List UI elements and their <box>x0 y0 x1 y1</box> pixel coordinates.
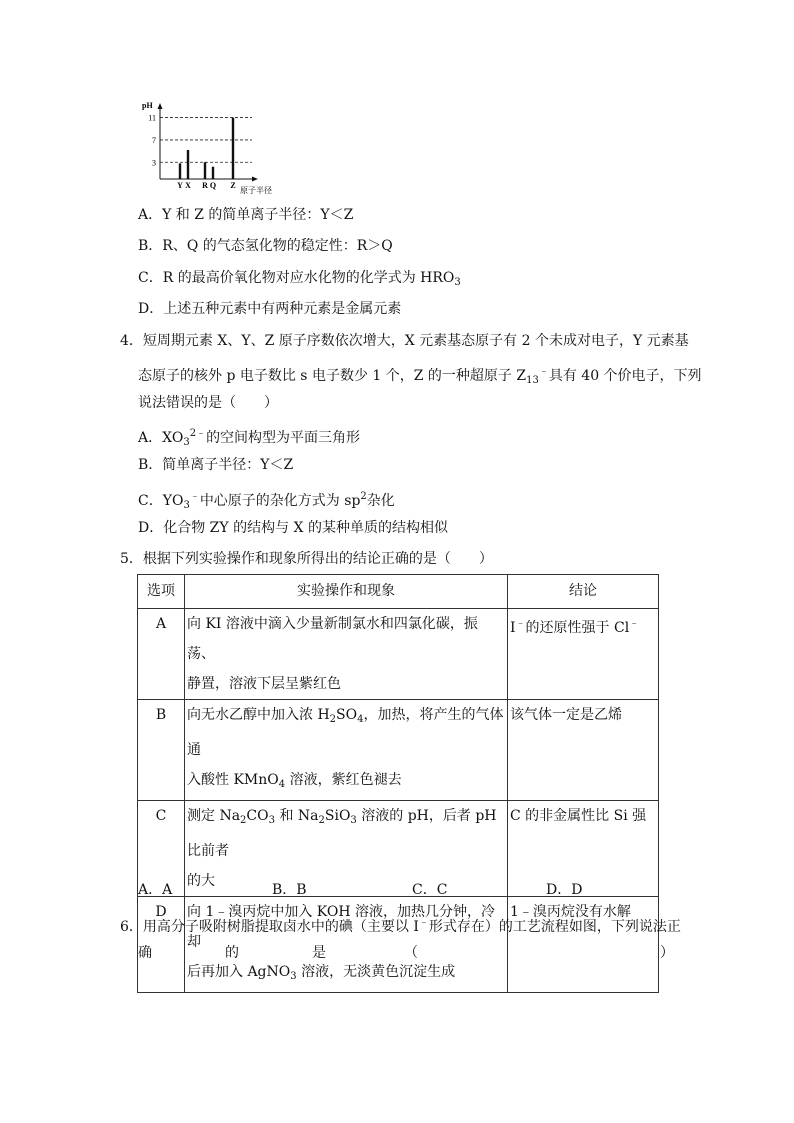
q6-word-4: （ <box>404 945 418 961</box>
q6-word-5: ） <box>660 945 674 961</box>
bar <box>204 162 206 179</box>
q6-word-1: 确 <box>138 945 152 961</box>
header-operation: 实验操作和现象 <box>185 575 508 609</box>
row-c-option: C <box>138 801 185 897</box>
x-tick-label: Q <box>209 181 217 190</box>
y-tick-label: 7 <box>152 135 156 145</box>
q5-option-c: C．C <box>412 882 448 898</box>
header-option: 选项 <box>138 575 185 609</box>
x-tick-label: X <box>185 181 191 190</box>
header-conclusion: 结论 <box>508 575 659 609</box>
ph-radius-chart <box>136 100 296 200</box>
row-d-option: D <box>138 897 185 993</box>
x-tick-label: Z <box>230 181 236 190</box>
y-axis-arrow-icon <box>158 103 163 109</box>
bar <box>232 118 234 179</box>
x-tick-label: R <box>202 181 208 190</box>
q5-option-d: D．D <box>546 882 583 898</box>
bar <box>212 167 214 179</box>
row-d-operation: 向 1﹣溴丙烷中加入 KOH 溶液，加热几分钟，冷却 后再加入 AgNO$_3$ 溶液，无淡黄色沉淀生成 <box>185 897 508 993</box>
x-tick-label: Y <box>177 181 183 190</box>
x-axis-arrow-icon <box>252 177 258 182</box>
q3-option-c: C．R 的最高价氧化物对应水化物的化学式为 $HRO_3$ <box>138 270 461 288</box>
row-a-conclusion: I﹣的还原性强于 Cl﹣ <box>508 609 659 700</box>
q4-stem-line1: 4．短周期元素 X、Y、Z 原子序数依次增大，X 元素基态原子有 2 个未成对电子，Y 元素基 <box>120 333 689 349</box>
q4-option-d: D．化合物 ZY 的结构与 X 的某种单质的结构相似 <box>138 520 448 536</box>
q5-option-a: A．A <box>138 882 173 898</box>
row-c-operation: 测定 $Na_2CO_3$ 和 $Na_2SiO_3$ 溶液的 pH，后者 pH 比前者 的大 <box>185 801 508 897</box>
q5-option-b: B．B <box>272 882 307 898</box>
row-b-operation: 向无水乙醇中加入浓 $H_2SO_4$，加热，将产生的气体通 入酸性 KMnO$_4$ 溶液，紫红色褪去 <box>185 700 508 801</box>
q4-option-c: C．$YO_3^﹣$中心原子的杂化方式为 $sp^2$杂化 <box>138 491 395 511</box>
q6-stem-line1: 6．用高分子吸附树脂提取卤水中的碘（主要以 I﹣形式存在）的工艺流程如图，下列说法正 <box>120 917 681 935</box>
row-b-option: B <box>138 700 185 801</box>
q4-option-b: B．简单离子半径：Y＜Z <box>138 457 294 473</box>
y-tick-label: 11 <box>148 113 156 123</box>
row-b-conclusion: 该气体一定是乙烯 <box>508 700 659 801</box>
row-d-conclusion: 1﹣溴丙烷没有水解 <box>508 897 659 993</box>
q3-option-a: A．Y 和 Z 的简单离子半径：Y＜Z <box>138 207 354 223</box>
q4-option-a: A．$XO_3^{2﹣}$的空间构型为平面三角形 <box>138 428 361 448</box>
q3-option-d: D．上述五种元素中有两种元素是金属元素 <box>138 301 402 317</box>
y-tick-label: 3 <box>152 158 156 168</box>
bar <box>179 163 181 179</box>
table-header-row <box>138 575 659 609</box>
x-axis-label: 原子半径 <box>240 186 272 195</box>
y-axis-label: pH <box>142 101 153 110</box>
row-a-option: A <box>138 609 185 700</box>
q3-option-b: B．R、Q 的气态氢化物的稳定性：R＞Q <box>138 238 393 254</box>
bar <box>187 150 189 179</box>
table-row <box>138 897 659 993</box>
row-a-operation: 向 KI 溶液中滴入少量新制氯水和四氯化碳，振荡、 静置，溶液下层呈紫红色 <box>185 609 508 700</box>
table-row <box>138 609 659 700</box>
q4-stem-line2: 态原子的核外 p 电子数比 s 电子数少 1 个，Z 的一种超原子 $Z_{13}^﹣$具有 40 个价电子，下列 <box>138 366 702 386</box>
q6-word-3: 是 <box>312 945 326 961</box>
q5-stem: 5．根据下列实验操作和现象所得出的结论正确的是（ ） <box>120 551 493 567</box>
row-c-conclusion: C 的非金属性比 Si 强 <box>508 801 659 897</box>
q6-word-2: 的 <box>225 945 239 961</box>
q4-stem-line3: 说法错误的是（ ） <box>138 395 278 411</box>
table-row <box>138 700 659 801</box>
